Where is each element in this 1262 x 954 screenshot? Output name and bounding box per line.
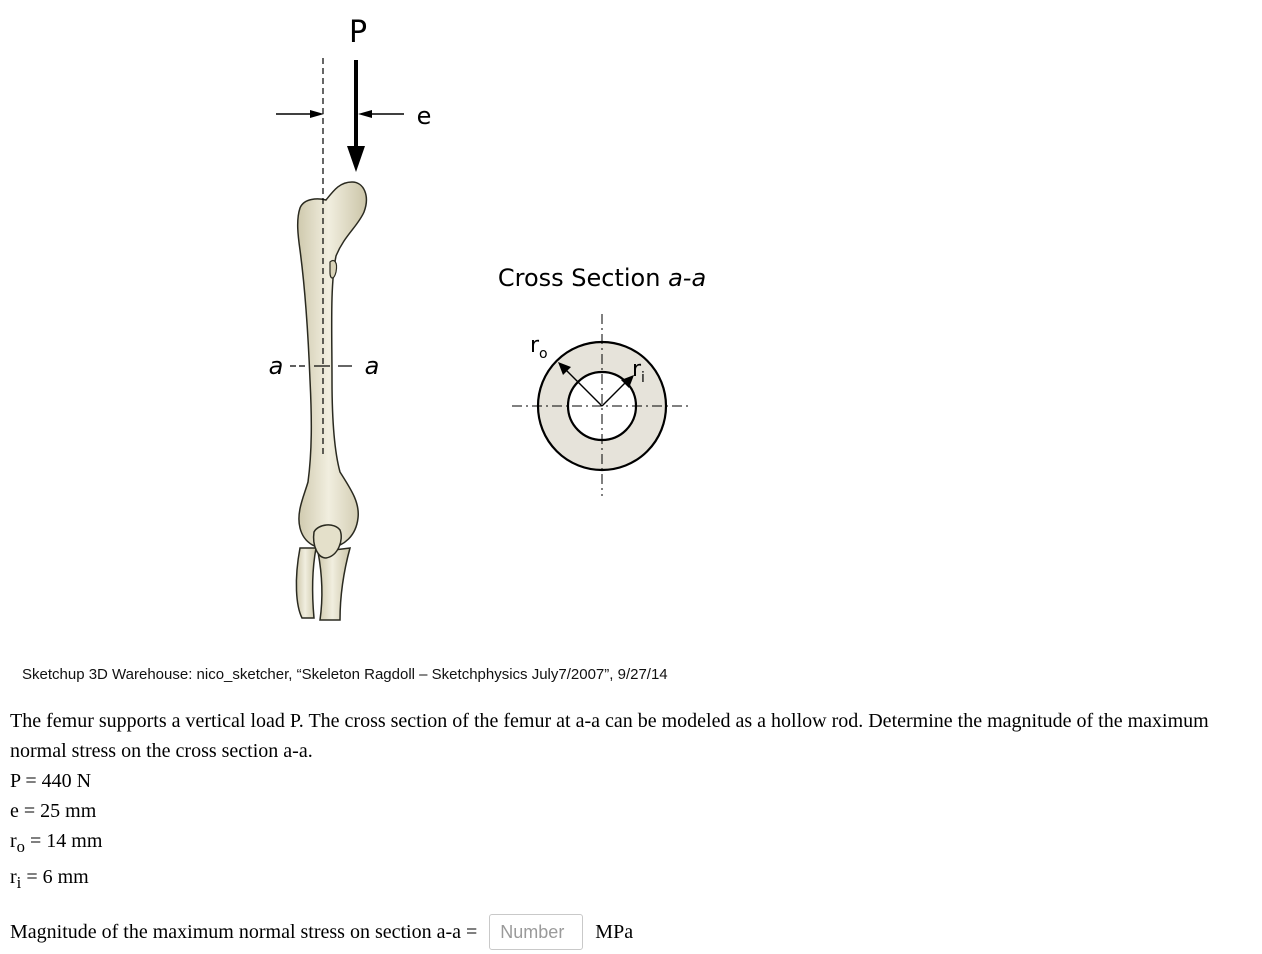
femur-bone <box>296 182 366 620</box>
load-label-p: P <box>348 15 368 50</box>
image-credit-caption: Sketchup 3D Warehouse: nico_sketcher, “Skeleton Ragdoll – Sketchphysics July7/2007”, 9/27/14 <box>22 666 668 683</box>
cross-section-title-text: Cross Section <box>497 264 661 292</box>
given-values <box>10 766 102 898</box>
given-p: P = 440 N <box>10 770 92 792</box>
section-label-left: a <box>268 352 284 380</box>
problem-statement <box>10 706 1252 766</box>
cross-section-title-italic: a-a <box>668 264 707 292</box>
given-ri <box>10 862 102 898</box>
outer-radius-subscript: o <box>539 346 548 362</box>
cross-section-title <box>498 264 706 292</box>
answer-unit: MPa <box>595 920 634 943</box>
given-e: e = 25 mm <box>10 800 97 822</box>
given-ri-symbol: r <box>10 866 17 888</box>
given-ro-value: = 14 mm <box>25 830 103 852</box>
outer-radius-label <box>530 333 548 362</box>
outer-radius-symbol: r <box>530 333 540 358</box>
given-ro-subscript: o <box>16 837 25 856</box>
answer-row <box>10 910 633 954</box>
problem-text: The femur supports a vertical load P. The cross section of the femur at a-a can be modeled as a hollow rod. Determine the magnitude of the maximum normal stress on the cross section a-a. <box>10 710 1209 762</box>
inner-radius-subscript: i <box>641 370 645 386</box>
given-ro-symbol: r <box>10 830 17 852</box>
load-arrow <box>347 60 365 172</box>
eccentricity-dimension <box>276 110 404 118</box>
section-label-right: a <box>364 352 380 380</box>
given-ro <box>10 826 102 862</box>
eccentricity-label: e <box>416 102 432 130</box>
answer-label: Magnitude of the maximum normal stress on section a-a = <box>10 920 478 943</box>
given-ri-value: = 6 mm <box>21 866 89 888</box>
given-ri-subscript: i <box>16 873 22 892</box>
stress-answer-input[interactable] <box>489 914 583 950</box>
inner-radius-symbol: r <box>632 357 642 382</box>
